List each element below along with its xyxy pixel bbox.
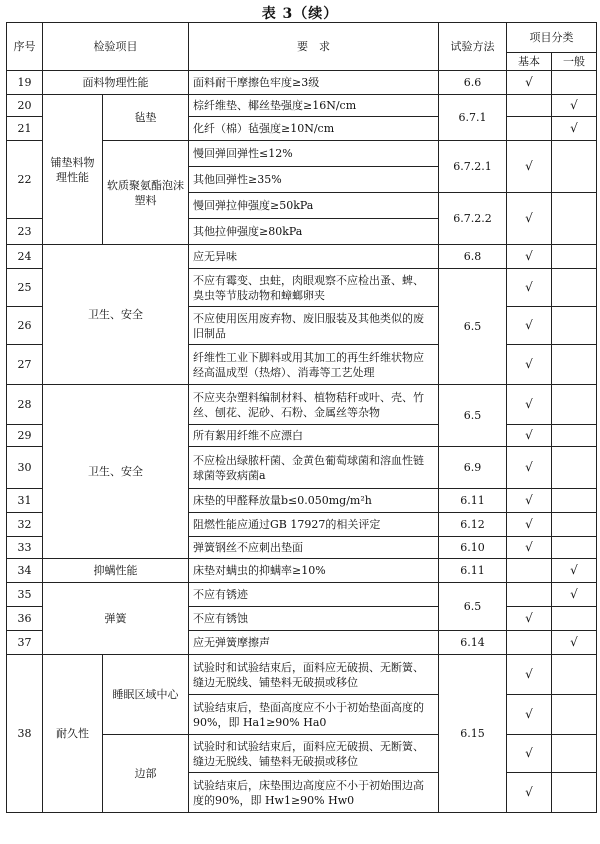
row-req: 不应有锈迹 xyxy=(189,583,439,607)
row-req: 床垫的甲醛释放量b≤0.050mg/m²h xyxy=(189,489,439,513)
header-seq: 序号 xyxy=(7,23,43,71)
general-check: √ xyxy=(552,631,597,655)
row-req: 不应有锈蚀 xyxy=(189,607,439,631)
basic-empty xyxy=(507,95,552,117)
general-empty xyxy=(552,269,597,307)
row-req: 棕纤维垫、椰丝垫强度≥16N/cm xyxy=(189,95,439,117)
label-hygiene-1: 卫生、安全 xyxy=(43,245,189,385)
general-empty xyxy=(552,489,597,513)
label-sleep-zone: 睡眠区域中心 xyxy=(103,655,189,735)
general-empty xyxy=(552,447,597,489)
table-title: 表 3（续） xyxy=(261,6,339,22)
row-method: 6.5 xyxy=(439,385,507,447)
general-empty xyxy=(552,735,597,773)
row-no: 25 xyxy=(7,269,43,307)
row-req: 面料耐干摩擦色牢度≥3级 xyxy=(189,71,439,95)
basic-check: √ xyxy=(507,735,552,773)
basic-empty xyxy=(507,117,552,141)
basic-check: √ xyxy=(507,71,552,95)
row-req: 试验结束后，床垫围边高度应不小于初始围边高度的90%，即 Hw1≥90% Hw0 xyxy=(189,773,439,813)
basic-empty xyxy=(507,583,552,607)
basic-check: √ xyxy=(507,489,552,513)
table-row xyxy=(7,95,597,117)
general-empty xyxy=(552,695,597,735)
basic-check: √ xyxy=(507,655,552,695)
row-method: 6.15 xyxy=(439,655,507,813)
basic-check: √ xyxy=(507,695,552,735)
basic-check: √ xyxy=(507,193,552,245)
general-empty xyxy=(552,193,597,245)
label-pu-foam: 软质聚氨酯泡沫塑料 xyxy=(103,141,189,245)
label-hygiene-2: 卫生、安全 xyxy=(43,385,189,559)
label-spring: 弹簧 xyxy=(43,583,189,655)
basic-check: √ xyxy=(507,773,552,813)
row-no: 28 xyxy=(7,385,43,425)
header-general: 一般 xyxy=(552,53,597,71)
row-no: 20 xyxy=(7,95,43,117)
general-check: √ xyxy=(552,117,597,141)
general-empty xyxy=(552,425,597,447)
row-method: 6.14 xyxy=(439,631,507,655)
basic-check: √ xyxy=(507,447,552,489)
row-req: 不应检出绿脓杆菌、金黄色葡萄球菌和溶血性链球菌等致病菌a xyxy=(189,447,439,489)
row-req: 其他拉伸强度≥80kPa xyxy=(189,219,439,245)
row-no: 23 xyxy=(7,219,43,245)
table-row xyxy=(7,245,597,269)
row-no: 19 xyxy=(7,71,43,95)
row-no: 32 xyxy=(7,513,43,537)
header-item: 检验项目 xyxy=(43,23,189,71)
general-check: √ xyxy=(552,583,597,607)
row-no: 31 xyxy=(7,489,43,513)
row-req: 试验结束后，垫面高度应不小于初始垫面高度的90%，即 Ha1≥90% Ha0 xyxy=(189,695,439,735)
general-empty xyxy=(552,141,597,193)
row-req: 慢回弹拉伸强度≥50kPa xyxy=(189,193,439,219)
row-no: 27 xyxy=(7,345,43,385)
row-no: 30 xyxy=(7,447,43,489)
general-empty xyxy=(552,71,597,95)
row-req: 阻燃性能应通过GB 17927的相关评定 xyxy=(189,513,439,537)
row-req: 床垫对螨虫的抑螨率≥10% xyxy=(189,559,439,583)
row-method: 6.7.2.1 xyxy=(439,141,507,193)
basic-check: √ xyxy=(507,607,552,631)
basic-empty xyxy=(507,559,552,583)
basic-check: √ xyxy=(507,385,552,425)
row-method: 6.7.1 xyxy=(439,95,507,141)
row-method: 6.8 xyxy=(439,245,507,269)
row-req: 慢回弹回弹性≤12% xyxy=(189,141,439,167)
general-empty xyxy=(552,513,597,537)
row-method: 6.5 xyxy=(439,583,507,631)
row-method: 6.10 xyxy=(439,537,507,559)
label-edge: 边部 xyxy=(103,735,189,813)
row-req: 不应使用医用废弃物、废旧服装及其他类似的废旧制品 xyxy=(189,307,439,345)
general-empty xyxy=(552,245,597,269)
row-method: 6.5 xyxy=(439,269,507,385)
general-empty xyxy=(552,385,597,425)
inspection-table xyxy=(6,22,597,813)
general-empty xyxy=(552,307,597,345)
basic-check: √ xyxy=(507,425,552,447)
row-req: 纤维性工业下脚料或用其加工的再生纤维状物应经高温成型（热熔）、消毒等工艺处理 xyxy=(189,345,439,385)
header-method: 试验方法 xyxy=(439,23,507,71)
general-empty xyxy=(552,345,597,385)
row-no: 36 xyxy=(7,607,43,631)
row-method: 6.7.2.2 xyxy=(439,193,507,245)
basic-check: √ xyxy=(507,141,552,193)
general-check: √ xyxy=(552,95,597,117)
table-row xyxy=(7,655,597,695)
label-felt: 毡垫 xyxy=(103,95,189,141)
basic-empty xyxy=(507,631,552,655)
basic-check: √ xyxy=(507,269,552,307)
basic-check: √ xyxy=(507,537,552,559)
general-empty xyxy=(552,537,597,559)
row-no: 38 xyxy=(7,655,43,813)
header-class: 项目分类 xyxy=(507,23,597,53)
row-req: 不应夹杂塑料编制材料、植物秸秆或叶、壳、竹丝、刨花、泥砂、石粉、金属丝等杂物 xyxy=(189,385,439,425)
row-method: 6.12 xyxy=(439,513,507,537)
header-req: 要 求 xyxy=(189,23,439,71)
label-durability: 耐久性 xyxy=(43,655,103,813)
general-empty xyxy=(552,773,597,813)
row-req: 不应有霉变、虫蛀，肉眼观察不应检出蚤、蜱、臭虫等节肢动物和蟑螂卵夹 xyxy=(189,269,439,307)
row-no: 24 xyxy=(7,245,43,269)
header-basic: 基本 xyxy=(507,53,552,71)
row-method: 6.11 xyxy=(439,489,507,513)
row-req: 化纤（棉）毡强度≥10N/cm xyxy=(189,117,439,141)
row-no: 26 xyxy=(7,307,43,345)
general-empty xyxy=(552,607,597,631)
table-row xyxy=(7,71,597,95)
general-check: √ xyxy=(552,559,597,583)
table-row xyxy=(7,583,597,607)
row-method: 6.9 xyxy=(439,447,507,489)
row-no: 35 xyxy=(7,583,43,607)
row-req: 弹簧钢丝不应刺出垫面 xyxy=(189,537,439,559)
row-no: 33 xyxy=(7,537,43,559)
table-row xyxy=(7,559,597,583)
row-no: 21 xyxy=(7,117,43,141)
basic-check: √ xyxy=(507,345,552,385)
basic-check: √ xyxy=(507,513,552,537)
row-method: 6.11 xyxy=(439,559,507,583)
row-req: 试验时和试验结束后，面料应无破损、无断簧、缝边无脱线、铺垫料无破损或移位 xyxy=(189,655,439,695)
label-antimite: 抑螨性能 xyxy=(43,559,189,583)
row-req: 试验时和试验结束后，面料应无破损、无断簧、缝边无脱线、铺垫料无破损或移位 xyxy=(189,735,439,773)
row-req: 其他回弹性≥35% xyxy=(189,167,439,193)
table-row xyxy=(7,385,597,425)
general-empty xyxy=(552,655,597,695)
row-no: 29 xyxy=(7,425,43,447)
row-req: 应无异味 xyxy=(189,245,439,269)
row-req: 应无弹簧摩擦声 xyxy=(189,631,439,655)
basic-check: √ xyxy=(507,245,552,269)
row-method: 6.6 xyxy=(439,71,507,95)
row-no: 37 xyxy=(7,631,43,655)
row-no: 22 xyxy=(7,141,43,219)
row-req: 所有絮用纤维不应漂白 xyxy=(189,425,439,447)
label-fabric: 面料物理性能 xyxy=(43,71,189,95)
basic-check: √ xyxy=(507,307,552,345)
label-mattress-material: 铺垫料物理性能 xyxy=(43,95,103,245)
row-no: 34 xyxy=(7,559,43,583)
